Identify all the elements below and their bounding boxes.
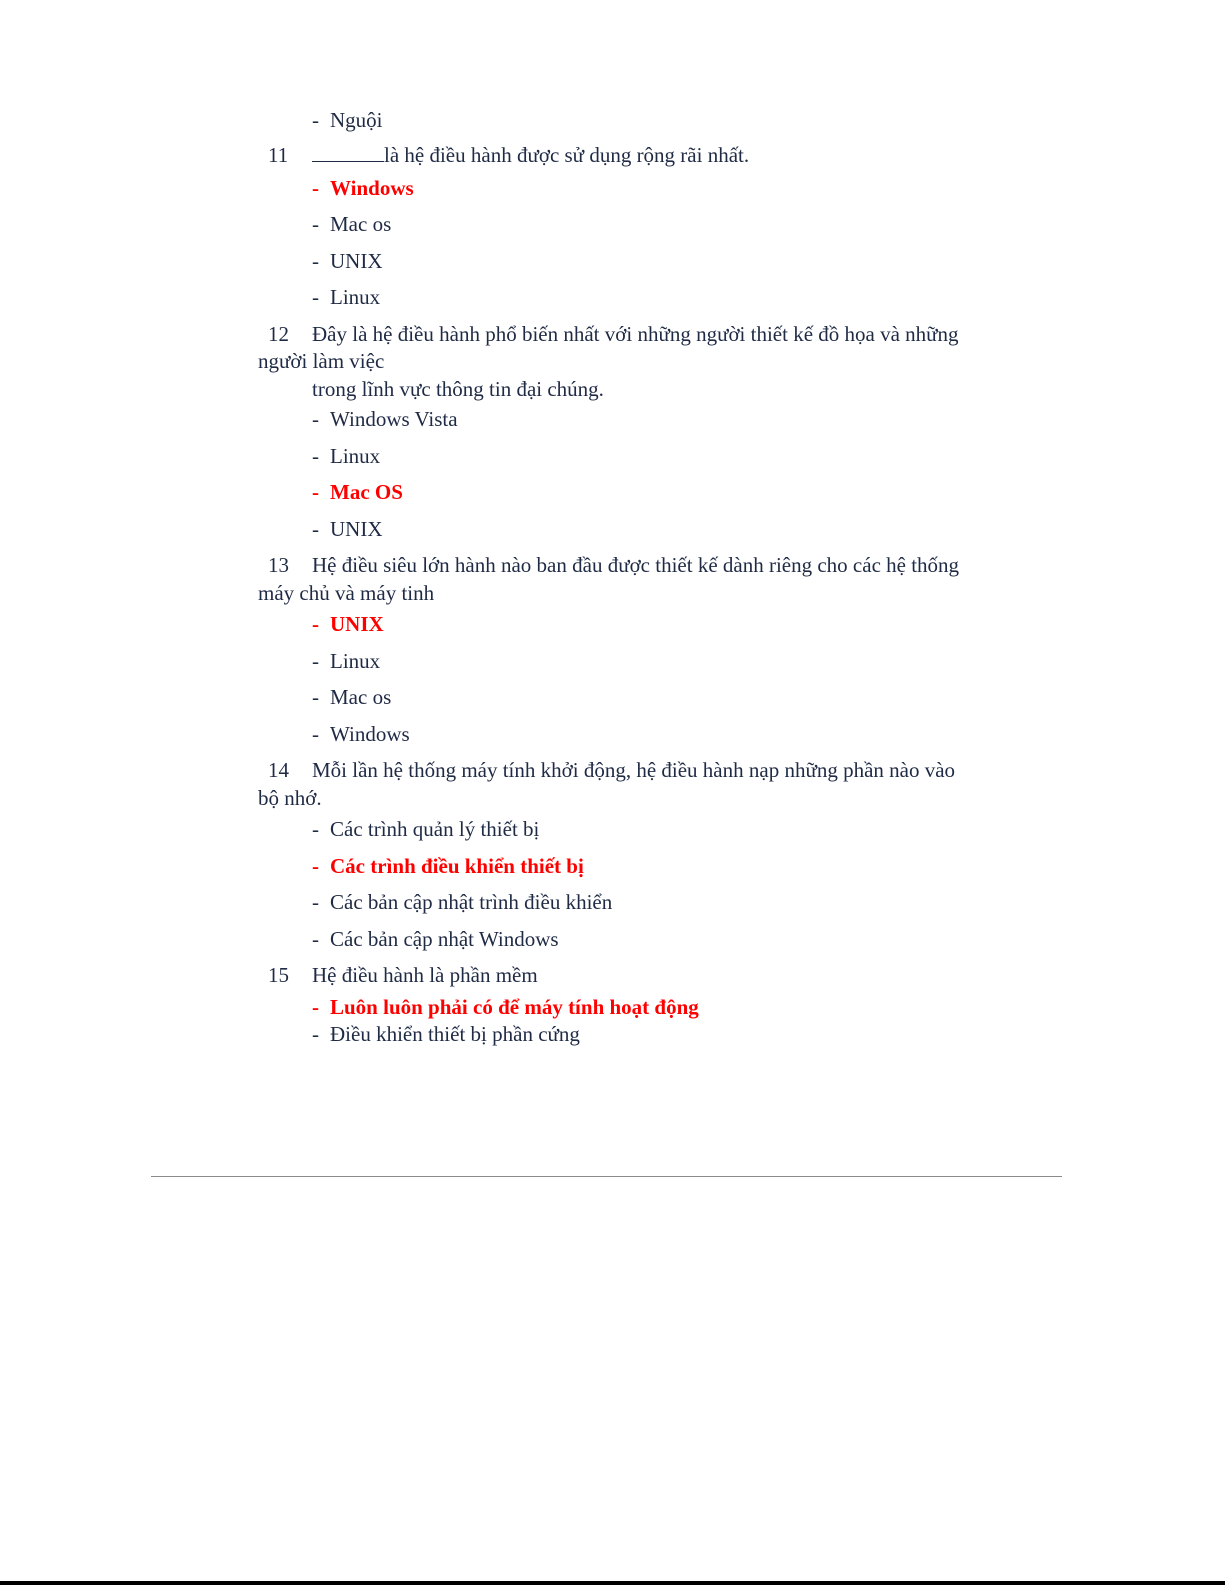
question-text-wrap: bộ nhớ. [258,786,322,810]
question-text-wrap: máy chủ và máy tinh [258,581,435,605]
option-item [312,889,612,915]
option-label: Linux [330,285,381,309]
option-dash: - [312,480,319,504]
option-item-correct [312,994,699,1020]
option-dash: - [312,517,319,541]
option-label: Các trình quản lý thiết bị [330,817,540,841]
option-item [312,648,380,674]
option-dash: - [312,927,319,951]
option-item [312,926,559,952]
option-dash: - [312,722,319,746]
question-text: Hệ điều siêu lớn hành nào ban đầu được thiết kế dành riêng cho các hệ thống [312,553,960,577]
option-dash: - [312,649,319,673]
option-label: Windows [330,722,410,746]
question-text-content: là hệ điều hành được sử dụng rộng rãi nhất. [384,143,750,167]
option-item [312,516,383,542]
option-label: UNIX [330,612,384,636]
option-label: Mac os [330,685,392,709]
question-text: Mỗi lần hệ thống máy tính khởi động, hệ điều hành nạp những phần nào vào [312,758,956,782]
option-dash: - [312,995,319,1019]
option-label: Mac os [330,212,392,236]
option-dash: - [312,108,319,132]
option-item-correct [312,853,584,879]
option-item [312,406,458,432]
page-divider [151,1176,1062,1177]
question-text: Hệ điều hành là phần mềm [312,963,538,987]
question-number: 14 [268,758,289,782]
option-item [312,684,391,710]
option-dash: - [312,176,319,200]
page-bottom-edge [0,1581,1225,1585]
option-label: Luôn luôn phải có để máy tính hoạt động [330,995,699,1019]
option-dash: - [312,285,319,309]
option-dash: - [312,212,319,236]
question-number: 11 [268,143,289,167]
question-number: 15 [268,963,289,987]
option-label: UNIX [330,249,383,273]
question-number: 12 [268,322,289,346]
question-text [312,142,749,168]
option-item-correct [312,479,403,505]
question-text-wrap: người làm việc [258,349,385,373]
option-item [312,107,383,133]
option-item [312,816,539,842]
option-dash: - [312,817,319,841]
option-label: Linux [330,649,381,673]
option-label: Các bản cập nhật Windows [330,927,559,951]
question-text-continued: trong lĩnh vực thông tin đại chúng. [312,377,604,401]
option-dash: - [312,1022,319,1046]
option-dash: - [312,249,319,273]
option-label: Mac OS [330,480,403,504]
option-label: Windows [330,176,414,200]
option-dash: - [312,444,319,468]
question-number: 13 [268,553,289,577]
option-item [312,248,383,274]
option-dash: - [312,612,319,636]
option-item [312,443,380,469]
option-item [312,284,380,310]
option-dash: - [312,890,319,914]
option-dash: - [312,854,319,878]
fill-blank [312,143,384,162]
option-dash: - [312,685,319,709]
option-item-correct [312,175,414,201]
option-dash: - [312,407,319,431]
option-label: UNIX [330,517,383,541]
option-label: Điều khiển thiết bị phần cứng [330,1022,580,1046]
option-label: Các bản cập nhật trình điều khiển [330,890,613,914]
option-label: Linux [330,444,381,468]
question-text: Đây là hệ điều hành phổ biến nhất với những người thiết kế đồ họa và những [312,322,959,346]
option-label: Các trình điều khiển thiết bị [330,854,584,878]
option-label: Windows Vista [330,407,458,431]
option-label: Nguội [330,108,383,132]
option-item [312,1021,580,1047]
option-item [312,211,391,237]
option-item [312,721,410,747]
option-item-correct [312,611,384,637]
